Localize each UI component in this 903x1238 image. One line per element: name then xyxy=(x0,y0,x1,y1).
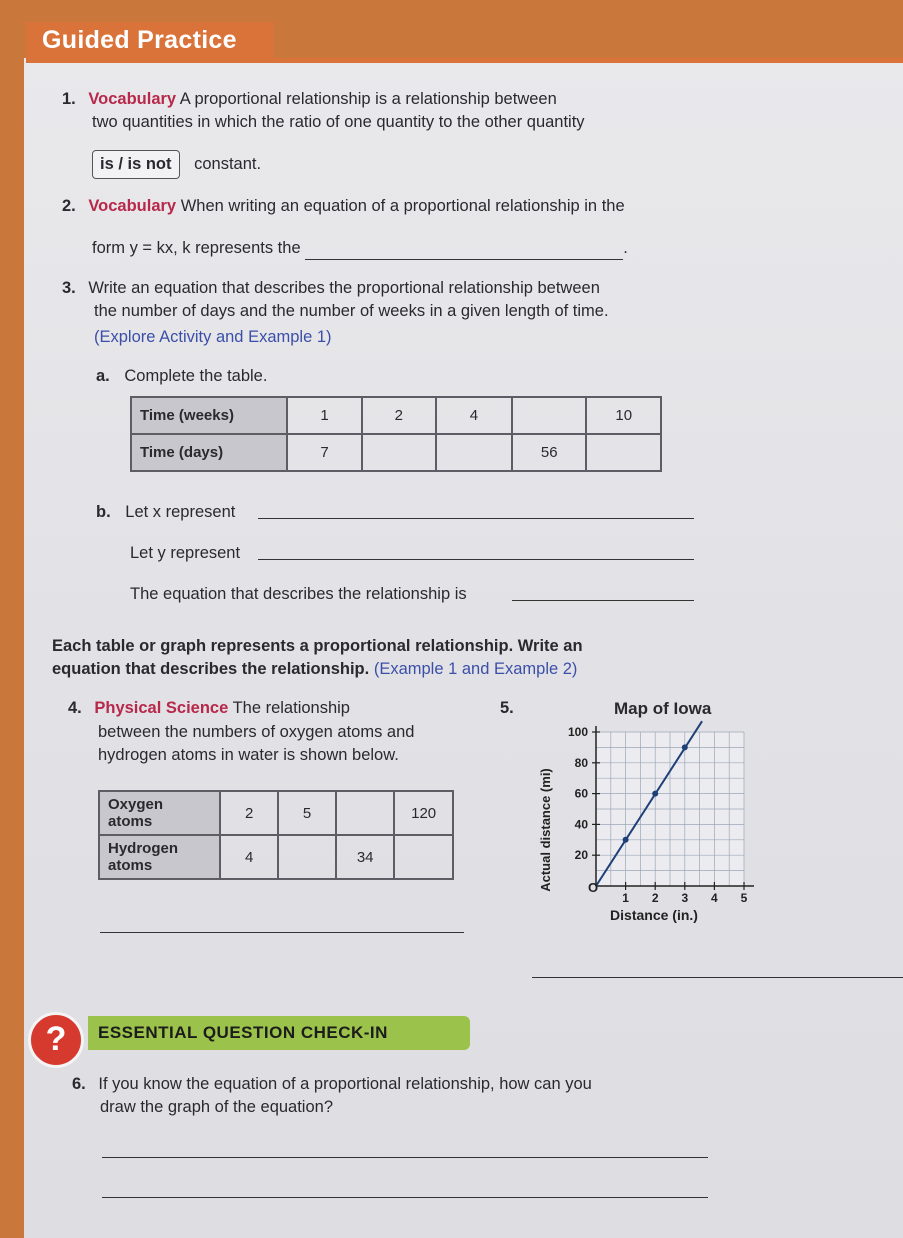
data-point xyxy=(652,791,658,797)
essential-question-title: ESSENTIAL QUESTION CHECK-IN xyxy=(98,1023,388,1042)
q4-line1 xyxy=(68,697,350,720)
chart-grid xyxy=(596,732,744,886)
q1-line3 xyxy=(92,150,261,179)
data-point xyxy=(682,744,688,750)
q6-text2: draw the graph of the equation? xyxy=(100,1098,334,1116)
table-row-header xyxy=(99,791,220,835)
q3b-text3: The equation that describes the relationship is xyxy=(130,585,467,603)
table-cell[interactable]: 2 xyxy=(220,791,278,835)
table-cell[interactable]: 1 xyxy=(287,397,361,434)
header-line: Hydrogen xyxy=(108,840,179,857)
table-cell[interactable] xyxy=(586,434,661,471)
data-point xyxy=(623,837,629,843)
x-tick-label: 5 xyxy=(740,891,748,905)
table-cell[interactable] xyxy=(394,835,453,879)
q1-choice-box[interactable]: is / is not xyxy=(92,150,180,179)
table-row-header xyxy=(99,835,220,879)
q3a-text: Complete the table. xyxy=(124,367,268,385)
table-cell[interactable] xyxy=(362,434,436,471)
y-axis-label: Actual distance (mi) xyxy=(538,768,553,892)
table-cell[interactable] xyxy=(336,791,394,835)
q3-number: 3. xyxy=(62,279,76,297)
table-row xyxy=(99,791,453,835)
q2-answer-blank[interactable] xyxy=(305,241,623,260)
question-badge-icon: ? xyxy=(28,1012,84,1068)
table-cell[interactable]: 56 xyxy=(512,434,586,471)
q6-line1 xyxy=(72,1073,592,1096)
weeks-days-table xyxy=(130,396,662,472)
q1-number: 1. xyxy=(62,90,76,108)
table-cell[interactable]: 5 xyxy=(278,791,336,835)
table-row-header: Time (weeks) xyxy=(131,397,287,434)
q6-answer-line1[interactable] xyxy=(102,1157,708,1158)
q3a-line xyxy=(96,365,267,388)
x-tick-label: 1 xyxy=(622,891,629,905)
section-title: Guided Practice xyxy=(42,26,237,54)
q4-answer-blank[interactable] xyxy=(100,932,464,933)
y-tick-label: 60 xyxy=(574,786,588,801)
q6-text1: If you know the equation of a proportional relationship, how can you xyxy=(98,1075,592,1093)
q3-text2: the number of days and the number of weeks in a given length of time. xyxy=(94,302,609,320)
table-cell[interactable]: 4 xyxy=(436,397,512,434)
iowa-map-chart xyxy=(530,720,770,930)
q5-number: 5. xyxy=(500,699,514,717)
q3a-label: a. xyxy=(96,367,110,385)
q3-line1 xyxy=(62,277,600,300)
q5-answer-blank[interactable] xyxy=(532,977,903,978)
q3-reference: (Explore Activity and Example 1) xyxy=(94,328,332,346)
header-line: atoms xyxy=(108,857,153,874)
y-tick-label: 40 xyxy=(574,817,588,832)
section-instruction2: equation that describes the relationship. xyxy=(52,660,370,678)
q3b-text2: Let y represent xyxy=(130,544,241,562)
x-tick-label: 3 xyxy=(681,891,689,905)
q2-text1: When writing an equation of a proportional relationship in the xyxy=(180,197,625,215)
section-reference: (Example 1 and Example 2) xyxy=(373,660,578,678)
q1-text2: two quantities in which the ratio of one quantity to the other quantity xyxy=(92,113,585,131)
q4-text3: hydrogen atoms in water is shown below. xyxy=(98,746,399,764)
header-line: Oxygen xyxy=(108,796,164,813)
table-row xyxy=(99,835,453,879)
chart-title: Map of Iowa xyxy=(614,699,712,718)
oxygen-hydrogen-table xyxy=(98,790,454,880)
equation-blank[interactable] xyxy=(512,600,694,601)
q4-text2: between the numbers of oxygen atoms and xyxy=(98,723,415,741)
table-row xyxy=(131,397,661,434)
table-cell[interactable]: 10 xyxy=(586,397,661,434)
q1-line1 xyxy=(62,88,557,111)
q3-text1: Write an equation that describes the proportional relationship between xyxy=(88,279,600,297)
table-cell[interactable] xyxy=(512,397,586,434)
q6-number: 6. xyxy=(72,1075,86,1093)
section-instruction2-line xyxy=(52,658,577,681)
q3b-label: b. xyxy=(96,503,111,521)
q1-text1: A proportional relationship is a relationship between xyxy=(179,90,557,108)
x-axis-label: Distance (in.) xyxy=(610,907,698,923)
q2-period: . xyxy=(623,239,628,257)
header-rule xyxy=(26,58,903,63)
table-cell[interactable]: 4 xyxy=(220,835,278,879)
table-row xyxy=(131,434,661,471)
q4-subject-label: Physical Science xyxy=(94,699,229,717)
q6-answer-line2[interactable] xyxy=(102,1197,708,1198)
q2-number: 2. xyxy=(62,197,76,215)
table-cell[interactable]: 2 xyxy=(362,397,436,434)
q4-number: 4. xyxy=(68,699,82,717)
y-represent-blank[interactable] xyxy=(258,559,694,560)
q2-vocab-label: Vocabulary xyxy=(88,197,177,215)
table-cell[interactable]: 120 xyxy=(394,791,453,835)
table-cell[interactable] xyxy=(278,835,336,879)
y-tick-label: 100 xyxy=(567,725,588,739)
q3b-text1: Let x represent xyxy=(125,503,236,521)
table-cell[interactable]: 34 xyxy=(336,835,394,879)
origin-label: O xyxy=(588,880,599,895)
q1-text3: constant. xyxy=(194,155,262,173)
q1-vocab-label: Vocabulary xyxy=(88,90,177,108)
table-cell[interactable]: 7 xyxy=(287,434,361,471)
q2-line1 xyxy=(62,195,625,218)
y-tick-label: 20 xyxy=(574,848,588,863)
x-tick-label: 2 xyxy=(651,891,659,905)
section-instruction1: Each table or graph represents a proportional relationship. Write an xyxy=(52,637,583,655)
q2-text2: form y = kx, k represents the xyxy=(92,239,301,257)
table-cell[interactable] xyxy=(436,434,512,471)
q4-text1: The relationship xyxy=(232,699,350,717)
q3b-line1 xyxy=(96,501,235,524)
table-row-header: Time (days) xyxy=(131,434,287,471)
x-represent-blank[interactable] xyxy=(258,518,694,519)
header-line: atoms xyxy=(108,813,153,830)
y-tick-label: 80 xyxy=(574,755,588,770)
x-tick-label: 4 xyxy=(711,891,718,905)
q2-line2 xyxy=(92,237,628,260)
